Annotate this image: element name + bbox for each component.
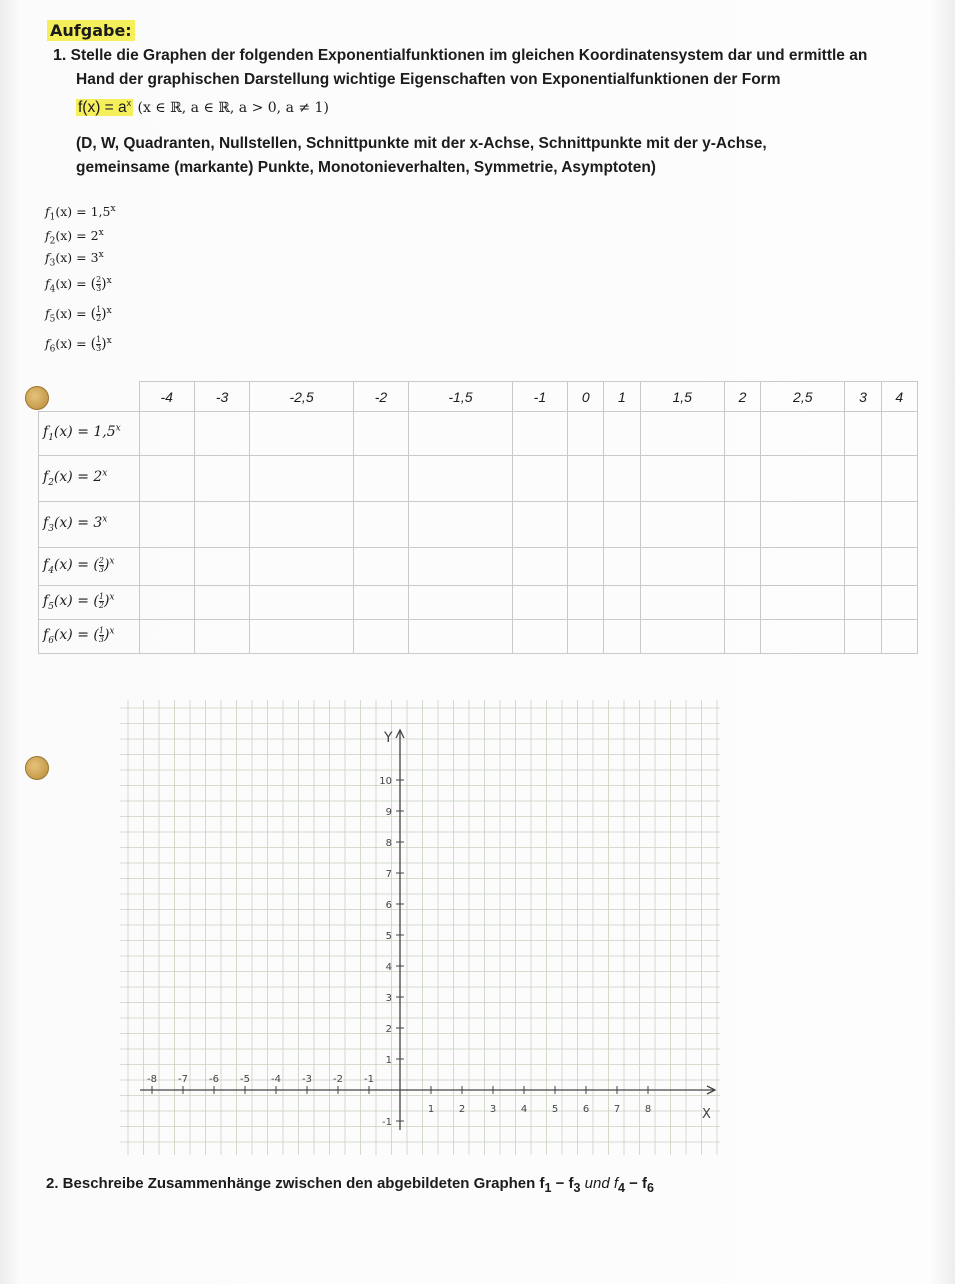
table-row	[39, 548, 918, 586]
value-cell[interactable]	[724, 456, 760, 502]
fn-name: f	[43, 469, 49, 486]
paren-open: (	[90, 336, 97, 353]
y-tick-label: 8	[385, 838, 392, 849]
fn-sub: 4	[49, 284, 56, 295]
value-cell[interactable]	[604, 502, 640, 548]
value-cell[interactable]	[409, 548, 512, 586]
value-cell[interactable]	[881, 456, 917, 502]
fn-sub: 4	[48, 566, 54, 577]
table-header-cell: -2,5	[250, 382, 353, 412]
value-cell[interactable]	[881, 620, 917, 654]
row-label-cell	[39, 456, 140, 502]
value-cell[interactable]	[568, 620, 604, 654]
fn-name: f	[43, 515, 49, 532]
value-cell[interactable]	[568, 412, 604, 456]
value-cell[interactable]	[512, 456, 567, 502]
numerator: 2	[98, 555, 104, 565]
task2-sub6: 6	[647, 1181, 654, 1195]
x-axis-label: X	[702, 1107, 711, 1122]
value-cell[interactable]	[194, 456, 249, 502]
fn-sub: 2	[49, 236, 56, 247]
fn-name: f	[45, 228, 50, 244]
table-header-row	[39, 382, 918, 412]
value-cell[interactable]	[250, 548, 353, 586]
y-tick-label: 5	[385, 931, 392, 942]
x-tick-label: 8	[644, 1104, 652, 1115]
numerator: 1	[98, 591, 104, 601]
task2-main: 2. Beschreibe Zusammenhänge zwischen den abgebildeten Graphen f	[46, 1175, 545, 1192]
fn-sub: 5	[49, 314, 56, 325]
value-cell[interactable]	[250, 456, 353, 502]
value-cell[interactable]	[724, 548, 760, 586]
table-row	[39, 620, 918, 654]
value-cell[interactable]	[194, 548, 249, 586]
value-cell[interactable]	[512, 586, 567, 620]
table-corner-cell	[39, 382, 140, 412]
table-header-cell: 2	[724, 382, 760, 412]
fn-sub: 3	[48, 524, 54, 535]
fn-arg: (x) =	[53, 557, 94, 574]
value-cell[interactable]	[604, 620, 640, 654]
function-label-5	[43, 591, 115, 613]
fn-name: f	[43, 424, 49, 441]
fn-exp: x	[98, 250, 104, 260]
fn-base: 1,5	[93, 424, 116, 441]
fn-exp: x	[115, 423, 121, 434]
paren-open: (	[90, 306, 97, 323]
value-cell[interactable]	[353, 586, 408, 620]
x-tick-label: 4	[520, 1104, 528, 1115]
x-tick-label: -8	[147, 1074, 157, 1085]
task2-und: und f	[580, 1175, 618, 1192]
fn-name: f	[45, 250, 50, 266]
y-tick-label: 7	[385, 869, 392, 880]
y-tick-label: 10	[379, 776, 392, 787]
table-row	[39, 456, 918, 502]
fn-sub: 6	[48, 636, 54, 647]
fn-base: 3	[93, 515, 103, 532]
denominator: 3	[98, 564, 104, 574]
fn-exp: x	[106, 276, 112, 286]
fn-arg: (x) =	[53, 424, 94, 441]
table-header-cell: 4	[881, 382, 917, 412]
fn-exp: x	[106, 306, 112, 316]
table-header-cell: -4	[139, 382, 194, 412]
denominator: 3	[96, 344, 102, 354]
paren-close: )	[101, 276, 107, 293]
x-tick-label: -5	[240, 1074, 250, 1085]
x-tick-label: -4	[271, 1074, 281, 1085]
value-cell[interactable]	[724, 412, 760, 456]
fn-exp: x	[109, 556, 115, 567]
table-body	[39, 412, 918, 654]
fn-name: f	[45, 204, 50, 220]
value-cell[interactable]	[724, 502, 760, 548]
form-text: f(x) = a	[78, 99, 127, 117]
value-cell[interactable]	[881, 502, 917, 548]
paren-open: (	[93, 593, 99, 610]
value-cell[interactable]	[409, 586, 512, 620]
fn-arg: (x) =	[55, 276, 91, 292]
properties-line1: (D, W, Quadranten, Nullstellen, Schnittpunkte mit der x-Achse, Schnittpunkte mit der y-Achse,	[76, 135, 767, 152]
domain-condition: (x ∈ ℝ, a ∈ ℝ, a > 0, a ≠ 1)	[137, 100, 329, 117]
value-cell[interactable]	[512, 412, 567, 456]
fn-sub: 1	[49, 212, 56, 223]
numerator: 1	[96, 335, 102, 345]
y-tick-label: 2	[385, 1024, 392, 1035]
fn-sub: 1	[48, 433, 54, 444]
value-cell[interactable]	[761, 620, 845, 654]
value-cell[interactable]	[512, 548, 567, 586]
denominator: 2	[96, 314, 102, 324]
value-cell[interactable]	[568, 548, 604, 586]
row-label-cell	[39, 412, 140, 456]
fn-base: 1,5	[90, 204, 111, 220]
value-cell[interactable]	[604, 586, 640, 620]
fn-sub: 2	[48, 478, 54, 489]
axis-ticks	[147, 776, 651, 1128]
y-tick-label: 6	[385, 900, 392, 911]
function-label-4	[45, 276, 112, 295]
value-cell[interactable]	[604, 548, 640, 586]
value-cell[interactable]	[250, 502, 353, 548]
x-tick-label: -2	[333, 1074, 343, 1085]
numerator: 1	[98, 625, 104, 635]
value-cell[interactable]	[761, 502, 845, 548]
fn-arg: (x) =	[55, 228, 91, 244]
x-tick-label: 2	[458, 1104, 466, 1115]
table-header-cell: -3	[194, 382, 249, 412]
table-header-cell: -1	[512, 382, 567, 412]
task1-number: 1.	[53, 47, 67, 64]
value-cell[interactable]	[250, 586, 353, 620]
fn-name: f	[43, 593, 49, 610]
table-header-cell: 1,5	[640, 382, 724, 412]
function-form-highlight	[76, 99, 133, 116]
x-tick-label: -6	[209, 1074, 219, 1085]
value-cell[interactable]	[353, 620, 408, 654]
fn-name: f	[43, 627, 49, 644]
value-cell[interactable]	[353, 502, 408, 548]
fn-name: f	[45, 276, 50, 292]
value-cell[interactable]	[139, 502, 194, 548]
value-cell[interactable]	[250, 412, 353, 456]
properties-line2: gemeinsame (markante) Punkte, Monotonieverhalten, Symmetrie, Asymptoten)	[76, 159, 656, 176]
value-cell[interactable]	[640, 548, 724, 586]
value-cell[interactable]	[250, 620, 353, 654]
paren-open: (	[93, 557, 99, 574]
fn-base: 2	[93, 469, 103, 486]
paren-close: )	[101, 306, 107, 323]
value-cell[interactable]	[881, 586, 917, 620]
x-tick-label: 1	[427, 1104, 435, 1115]
value-cell[interactable]	[881, 412, 917, 456]
numerator: 1	[96, 305, 102, 315]
axes	[140, 730, 715, 1130]
fn-exp: x	[109, 592, 115, 603]
paren-close: )	[103, 627, 110, 644]
fn-arg: (x) =	[53, 593, 94, 610]
value-cell[interactable]	[568, 456, 604, 502]
table-header-cell: -2	[353, 382, 408, 412]
function-label-6	[45, 336, 112, 355]
table-row	[39, 412, 918, 456]
task1-line1	[53, 47, 867, 65]
punch-hole-bottom	[25, 756, 49, 780]
fn-arg: (x) =	[53, 627, 94, 644]
task2-mid: − f	[551, 1175, 574, 1192]
table-header-cell: 1	[604, 382, 640, 412]
value-cell[interactable]	[604, 412, 640, 456]
paren-open: (	[93, 627, 99, 644]
coordinate-grid	[120, 700, 720, 1155]
function-label-3	[43, 514, 108, 535]
y-tick-label: -1	[382, 1117, 392, 1128]
row-label-cell	[39, 502, 140, 548]
task2-sub3: 3	[573, 1181, 581, 1195]
value-cell[interactable]	[194, 620, 249, 654]
table-row	[39, 586, 918, 620]
fn-exp: x	[110, 204, 116, 214]
value-cell[interactable]	[409, 456, 512, 502]
task1-text-line1: Stelle die Graphen der folgenden Exponentialfunktionen im gleichen Koordinatensystem dar und ermittle an	[70, 47, 868, 64]
denominator: 2	[98, 600, 104, 610]
function-label-4	[43, 555, 115, 577]
value-cell[interactable]	[640, 412, 724, 456]
fn-name: f	[45, 306, 50, 322]
value-cell[interactable]	[409, 502, 512, 548]
x-tick-label: -7	[178, 1074, 188, 1085]
paren-open: (	[90, 276, 97, 293]
fn-arg: (x) =	[55, 306, 91, 322]
paren-close: )	[101, 336, 107, 353]
value-cell[interactable]	[845, 548, 881, 586]
function-label-1	[45, 204, 116, 223]
value-cell[interactable]	[845, 586, 881, 620]
denominator: 3	[96, 284, 102, 294]
table-header-cell: 3	[845, 382, 881, 412]
value-cell[interactable]	[724, 620, 760, 654]
value-cell[interactable]	[640, 456, 724, 502]
value-cell[interactable]	[194, 412, 249, 456]
fn-exp: x	[98, 228, 104, 238]
y-tick-label: 4	[385, 962, 392, 973]
task2-mid2: − f	[624, 1175, 648, 1192]
value-cell[interactable]	[761, 586, 845, 620]
value-cell[interactable]	[353, 412, 408, 456]
table-row	[39, 502, 918, 548]
value-cell[interactable]	[194, 586, 249, 620]
value-cell[interactable]	[761, 412, 845, 456]
value-cell[interactable]	[761, 548, 845, 586]
task2-sub1: 1	[544, 1181, 552, 1195]
paren-close: )	[103, 557, 110, 574]
y-tick-label: 9	[385, 807, 392, 818]
fn-arg: (x) =	[55, 250, 91, 266]
value-cell[interactable]	[409, 412, 512, 456]
value-cell[interactable]	[845, 412, 881, 456]
numerator: 2	[96, 275, 102, 285]
x-tick-label: 6	[582, 1104, 590, 1115]
paren-close: )	[103, 593, 110, 610]
x-tick-label: -1	[364, 1074, 374, 1085]
value-cell[interactable]	[139, 620, 194, 654]
function-form	[76, 98, 329, 117]
value-cell[interactable]	[724, 586, 760, 620]
x-tick-label: -3	[302, 1074, 312, 1085]
table-header-cell: 2,5	[761, 382, 845, 412]
value-table	[38, 381, 918, 654]
value-cell[interactable]	[640, 502, 724, 548]
value-cell[interactable]	[568, 502, 604, 548]
function-label-5	[45, 306, 112, 325]
fn-base: 2	[90, 228, 99, 244]
fn-sub: 3	[49, 258, 56, 269]
fn-name: f	[43, 557, 49, 574]
row-label-cell	[39, 586, 140, 620]
task1-text-line2: Hand der graphischen Darstellung wichtige Eigenschaften von Exponentialfunktionen der Form	[76, 71, 781, 88]
row-label-cell	[39, 620, 140, 654]
function-label-1	[43, 423, 121, 444]
value-cell[interactable]	[568, 586, 604, 620]
grid-lines	[120, 700, 720, 1155]
fn-arg: (x) =	[53, 469, 94, 486]
value-cell[interactable]	[194, 502, 249, 548]
task-heading: Aufgabe:	[47, 20, 135, 41]
fn-exp: x	[102, 468, 108, 479]
x-tick-label: 5	[551, 1104, 559, 1115]
fn-base: 3	[90, 250, 99, 266]
y-tick-label: 1	[385, 1055, 392, 1066]
form-exp: x	[126, 98, 132, 108]
value-cell[interactable]	[845, 456, 881, 502]
value-cell[interactable]	[139, 456, 194, 502]
table-header-cell: -1,5	[409, 382, 512, 412]
value-cell[interactable]	[640, 586, 724, 620]
fn-sub: 6	[49, 344, 56, 355]
value-cell[interactable]	[139, 412, 194, 456]
function-label-6	[43, 625, 115, 647]
function-label-2	[43, 468, 108, 489]
fn-arg: (x) =	[55, 336, 91, 352]
fn-arg: (x) =	[53, 515, 94, 532]
value-cell[interactable]	[761, 456, 845, 502]
table-header-cell: 0	[568, 382, 604, 412]
task2-sub4: 4	[618, 1181, 625, 1195]
value-cell[interactable]	[640, 620, 724, 654]
value-cell[interactable]	[409, 620, 512, 654]
function-label-2	[45, 228, 104, 247]
fn-exp: x	[106, 336, 112, 346]
row-label-cell	[39, 548, 140, 586]
fn-arg: (x) =	[55, 204, 91, 220]
x-tick-label: 3	[489, 1104, 497, 1115]
value-cell[interactable]	[604, 456, 640, 502]
y-tick-label: 3	[385, 993, 392, 1004]
value-cell[interactable]	[845, 502, 881, 548]
value-cell[interactable]	[845, 620, 881, 654]
x-tick-label: 7	[613, 1104, 621, 1115]
fn-exp: x	[109, 626, 115, 637]
y-axis-label: Y	[384, 730, 393, 746]
fn-sub: 5	[48, 602, 54, 613]
fn-name: f	[45, 336, 50, 352]
value-cell[interactable]	[512, 502, 567, 548]
fn-exp: x	[102, 514, 108, 525]
value-cell[interactable]	[139, 548, 194, 586]
value-cell[interactable]	[353, 548, 408, 586]
function-label-3	[45, 250, 104, 269]
value-cell[interactable]	[139, 586, 194, 620]
value-cell[interactable]	[512, 620, 567, 654]
denominator: 3	[98, 634, 104, 644]
value-cell[interactable]	[881, 548, 917, 586]
value-cell[interactable]	[353, 456, 408, 502]
task2-text	[46, 1175, 654, 1195]
